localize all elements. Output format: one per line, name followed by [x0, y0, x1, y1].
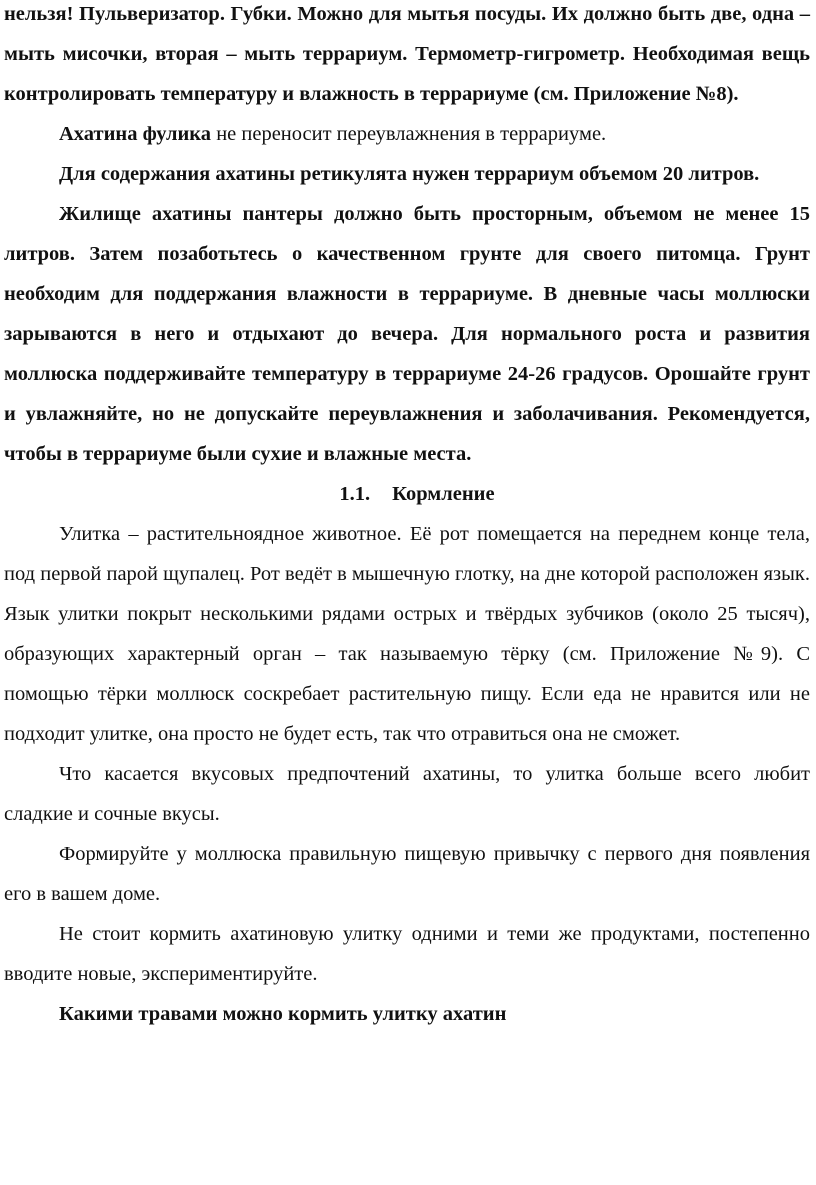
paragraph-equipment: нельзя! Пульверизатор. Губки. Можно для мытья посуды. Их должно быть две, одна – мыть мисочки, вторая – мыть террариум. Термометр-гигрометр. Необходимая вещь контролировать температуру и влажность в террариуме (см. Приложение №8). [4, 3, 810, 105]
paragraph-fulica-text: не переносит переувлажнения в террариуме. [211, 123, 607, 145]
paragraph-panthera: Жилище ахатины пантеры должно быть просторным, объемом не менее 15 литров. Затем позаботьтесь о качественном грунте для своего питомца. Грунт необходим для поддержания влажности в террариуме. В дневные часы моллюски зарываются в него и отдыхают до вечера. Для нормального роста и развития моллюска поддерживайте температуру в террариуме 24-26 градусов. Орошайте грунт и увлажняйте, но не допускайте переувлажнения и заболачивания. Рекомендуется, чтобы в террариуме были сухие и влажные места. [4, 203, 810, 465]
subheading-herbs: Какими травами можно кормить улитку ахатин [59, 1003, 507, 1025]
paragraph-habit: Формируйте у моллюска правильную пищевую привычку с первого дня появления его в вашем доме. [4, 843, 810, 905]
paragraph-fulica [4, 114, 810, 154]
paragraph-fulica-lead: Ахатина фулика [59, 123, 212, 145]
paragraph-variety: Не стоит кормить ахатиновую улитку одними и теми же продуктами, постепенно вводите новые, экспериментируйте. [4, 923, 810, 985]
section-heading [4, 474, 810, 514]
paragraph-anatomy: Улитка – растительноядное животное. Её рот помещается на переднем конце тела, под первой парой щупалец. Рот ведёт в мышечную глотку, на дне которой расположен язык. Язык улитки покрыт несколькими рядами острых и твёрдых зубчиков (около 25 тысяч), образующих характерный орган – так называемую тёрку (см. Приложение №9). С помощью тёрки моллюск соскребает растительную пищу. Если еда не нравится или не подходит улитке, она просто не будет есть, так что отравиться она не сможет. [4, 523, 810, 745]
paragraph-taste: Что касается вкусовых предпочтений ахатины, то улитка больше всего любит сладкие и сочные вкусы. [4, 763, 810, 825]
paragraph-reticulata: Для содержания ахатины ретикулята нужен террариум объемом 20 литров. [59, 163, 760, 185]
section-title: Кормление [392, 483, 495, 505]
section-number: 1.1. [339, 483, 371, 505]
